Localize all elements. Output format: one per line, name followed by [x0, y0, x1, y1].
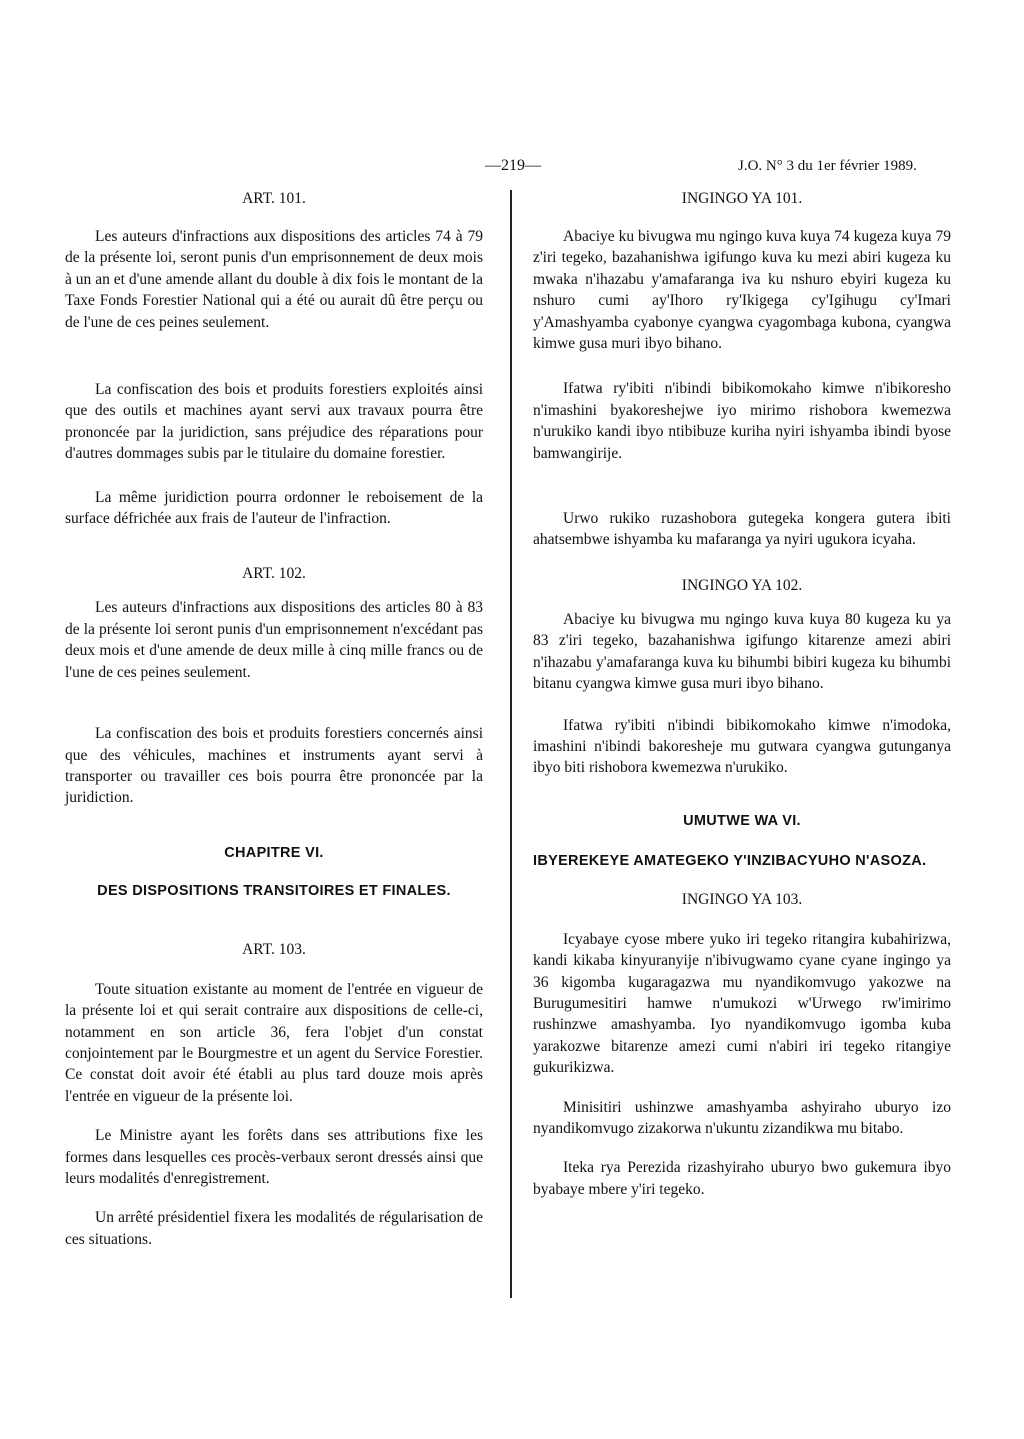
article-101-paragraph-2: La confiscation des bois et produits forestiers exploités ainsi que des outils et machines ayant servi aux travaux pourra être prononcée par la juridiction, sans préjudice des réparations pour d'autres dommages subis par le titulaire du domaine forestier.: [65, 381, 483, 463]
article-103-paragraph-1: Toute situation existante au moment de l'entrée en vigueur de la présente loi et qui serait contraire aux dispositions de celle-ci, notamment en son article 36, fera l'objet d'un constat conjointement par le Bourgmestre et un agent du Service Forestier. Ce constat doit avoir été établi au plus tard douze mois après l'entrée en vigueur de la présente loi.: [65, 980, 483, 1105]
journal-reference: J.O. N° 3 du 1er février 1989.: [738, 158, 917, 174]
ingingo-103-paragraph-2: Minisitiri ushinzwe amashyamba ashyiraho uburyo izo nyandikomvugo zizakorwa n'ukuntu zizandikwa mu bitabo.: [533, 1098, 951, 1137]
ingingo-103-paragraph-1: Icyabaye cyose mbere yuko iri tegeko ritangira kubahirizwa, kandi kikaba kinyuranyije n'ibivugwamo cyane cyane ingingo ya 36 kigomba kugaragazwa mu nyandikomvugo yakozwe na Burugumesitiri hamwe n'umukozi w'Urwego rw'imirimo rushinzwe amashyamba. Iyo nyandikomvugo igomba kuba yarakozwe bitarenze amezi cumi n'abiri iri tegeko ritangiye gukurikizwa.: [533, 930, 951, 1077]
article-103-paragraph-3: Un arrêté présidentiel fixera les modalités de régularisation de ces situations.: [65, 1209, 483, 1248]
article-101-title: ART. 101.: [242, 190, 306, 207]
umutwe-number: UMUTWE WA VI.: [683, 812, 801, 829]
ingingo-102-paragraph-1: Abaciye ku bivugwa mu ngingo kuva kuya 80 kugeza ku ya 83 z'iri tegeko, bazahanishwa igifungo kitarenze amezi abiri n'ihazabu y'amafaranga kuva ku bihumbi bibiri kugeza ku bihumbi bitanu cyangwa kimwe gusa muri ibyo bihano.: [533, 610, 951, 693]
column-divider: [510, 190, 512, 1298]
ingingo-101-paragraph-2: Ifatwa ry'ibiti n'ibindi bibikomokaho kimwe n'ibikoresho n'imashini byakoreshejwe iyo mirimo rishobora kwemezwa n'urukiko kandi ibyo ntibibuze kuriha nyiri ishyamba ibindi byose bamwangirije.: [533, 380, 951, 462]
article-101-paragraph-1: Les auteurs d'infractions aux dispositions des articles 74 à 79 de la présente loi, seront punis d'un emprisonnement de deux mois à un an et d'une amende allant du double à dix fois le montant de la Taxe Fonds Forestier National qui a été ou aurait dû être perçu ou de l'une de ces peines seulement.: [65, 228, 483, 331]
ingingo-103-title: INGINGO YA 103.: [681, 890, 803, 908]
article-102-paragraph-2: La confiscation des bois et produits forestiers concernés ainsi que des véhicules, machines et instruments ayant servi à transporter ou travailler ces bois pourra être prononcée par la juridiction.: [65, 725, 483, 807]
ingingo-103-paragraph-3: Iteka rya Perezida rizashyiraho uburyo bwo gukemura ibyo byabaye mbere y'iri tegeko.: [533, 1159, 951, 1198]
ingingo-102-title: INGINGO YA 102.: [681, 576, 803, 594]
chapter-title: DES DISPOSITIONS TRANSITOIRES ET FINALES.: [97, 882, 451, 899]
article-102-paragraph-1: Les auteurs d'infractions aux dispositions des articles 80 à 83 de la présente loi seront punis d'un emprisonnement n'excédant pas deux mois et d'une amende de deux mille à cinq mille francs ou de l'une de ces peines seulement.: [65, 599, 483, 681]
page-number: —219—: [485, 157, 541, 174]
ingingo-101-paragraph-3: Urwo rukiko ruzashobora gutegeka kongera gutera ibiti ahatsembwe ishyamba ku mafaranga ya nyiri ugukora icyaha.: [533, 510, 951, 549]
ingingo-101-paragraph-1: Abaciye ku bivugwa mu ngingo kuva kuya 74 kugeza kuya 79 z'iri tegeko, bazahanishwa igifungo kuva ku mezi abiri kugeza ku mwaka n'ihazabu y'amafaranga iva ku nshuro ebyiri kugeza ku nshuro cumi ay'Ihoro ry'Ikigega cy'Igihugu cy'Imari y'Amashyamba cyabonye cyangwa cyagombaga kubona, cyangwa kimwe gusa muri ibyo bihano.: [533, 228, 951, 353]
french-column: [65, 190, 483, 1250]
umutwe-title: IBYEREKEYE AMATEGEKO Y'INZIBACYUHO N'ASOZA.: [533, 852, 927, 869]
ingingo-102-paragraph-2: Ifatwa ry'ibiti n'ibindi bibikomokaho kimwe n'imodoka, imashini n'ibindi bakoresheje mu gutwara cyangwa gutunganya ibyo biti rishobora kwemezwa n'urukiko.: [533, 716, 951, 777]
chapter-number: CHAPITRE VI.: [224, 844, 324, 861]
article-103-paragraph-2: Le Ministre ayant les forêts dans ses attributions fixe les formes dans lesquelles ces procès-verbaux seront dressés ainsi que leurs modalités d'enregistrement.: [65, 1127, 483, 1187]
ingingo-101-title: INGINGO YA 101.: [681, 190, 803, 207]
article-102-title: ART. 102.: [242, 565, 306, 583]
article-103-title: ART. 103.: [242, 940, 306, 958]
kinyarwanda-column: [533, 190, 951, 1200]
article-101-paragraph-3: La même juridiction pourra ordonner le reboisement de la surface défrichée aux frais de l'auteur de l'infraction.: [65, 488, 483, 528]
